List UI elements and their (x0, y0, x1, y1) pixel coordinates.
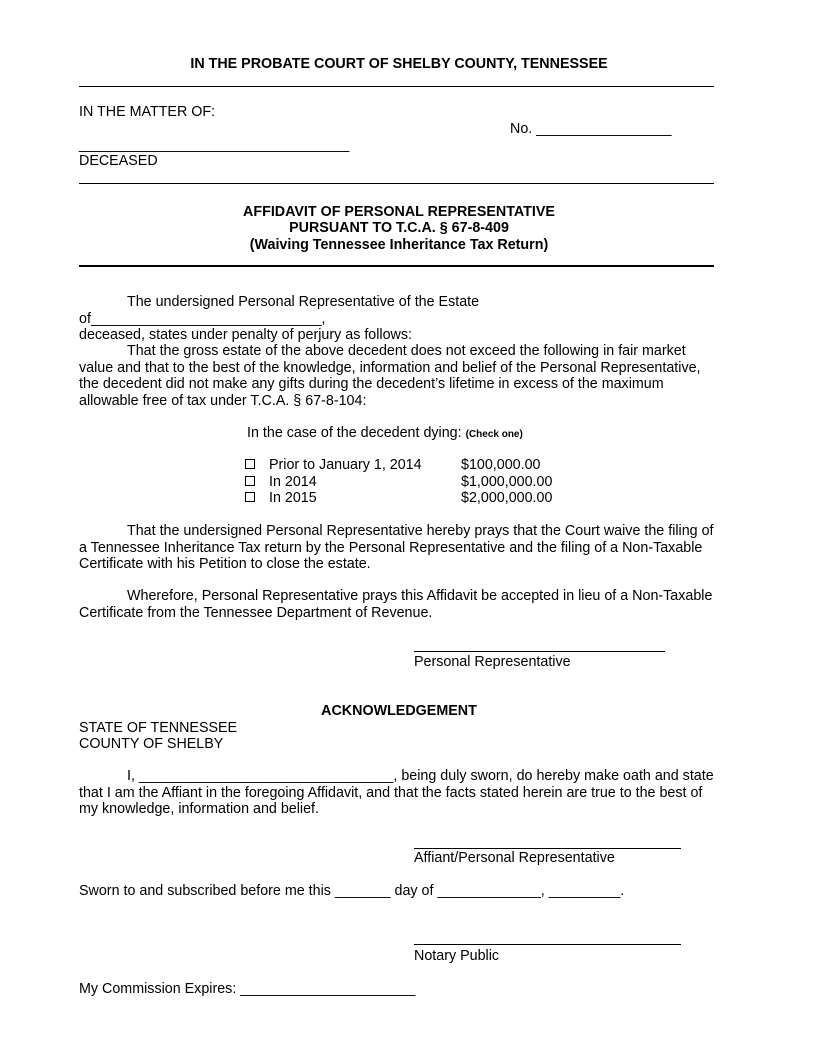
affiant-signature-line[interactable] (414, 848, 681, 849)
intro-text-cont: deceased, states under penalty of perjury as follows: (79, 327, 412, 343)
option-row-2015 (245, 490, 552, 507)
title-rule (79, 265, 714, 267)
option-label: In 2015 (269, 490, 317, 506)
notary-label: Notary Public (414, 948, 500, 964)
oath-paragraph (79, 768, 719, 818)
intro-paragraph (79, 294, 719, 344)
sworn-line: Sworn to and subscribed before me this _______ day of _____________, _________. (79, 883, 625, 899)
option-amount: $2,000,000.00 (461, 490, 553, 506)
option-amount: $1,000,000.00 (461, 474, 553, 490)
gross-estate-paragraph (79, 343, 719, 409)
case-number: No. _________________ (510, 121, 672, 137)
case-label-text: In the case of the decedent dying: (247, 425, 462, 441)
state-label: STATE OF TENNESSEE (79, 720, 238, 736)
commission-expires: My Commission Expires: ______________________ (79, 981, 416, 997)
option-amount: $100,000.00 (461, 457, 541, 473)
option-label: In 2014 (269, 474, 317, 490)
intro-text: The undersigned Personal Representative of the Estate of (79, 294, 480, 327)
county-label: COUNTY OF SHELBY (79, 736, 224, 752)
waiver-paragraph (79, 523, 719, 573)
affidavit-title-line3: (Waiving Tennessee Inheritance Tax Return) (249, 237, 549, 253)
decedent-name-line: __________________________________ (79, 137, 350, 153)
deceased-label: DECEASED (79, 153, 158, 169)
personal-representative-signature-line[interactable] (414, 651, 665, 652)
oath-text: , being duly sworn, do hereby make oath and state that I am the Affiant in the foregoing Affidavit, and that the facts stated herein are true to the best of my knowledge, information and belief. (79, 768, 714, 817)
matter-label: IN THE MATTER OF: (79, 104, 216, 120)
affidavit-title-line2: PURSUANT TO T.C.A. § 67-8-409 (289, 220, 509, 236)
checkbox-2014[interactable] (245, 476, 255, 486)
wherefore-paragraph (79, 588, 719, 621)
check-one-label: (Check one) (465, 429, 523, 440)
affiant-label: Affiant/Personal Representative (414, 850, 615, 866)
notary-signature-line[interactable] (414, 944, 681, 945)
option-label: Prior to January 1, 2014 (269, 457, 422, 473)
option-row-2013 (245, 457, 541, 474)
gross-estate-text: That the gross estate of the above decedent does not exceed the following in fair market value and that to the best of the knowledge, information and belief of the Personal Representative, the decedent did not make any gifts during the decedent’s lifetime in excess of the maximum allowable free of tax under T.C.A. § 67-8-104: (79, 343, 701, 409)
checkbox-2015[interactable] (245, 492, 255, 502)
header-rule (79, 86, 714, 87)
oath-text-start: I, (127, 768, 135, 784)
affiant-name-blank: ________________________________ (138, 768, 394, 784)
estate-name-blank: _____________________________, (90, 310, 326, 327)
court-title: IN THE PROBATE COURT OF SHELBY COUNTY, TENNESSEE (190, 56, 608, 72)
matter-rule (79, 183, 714, 184)
waiver-text: That the undersigned Personal Representative hereby prays that the Court waive the filing of a Tennessee Inheritance Tax return by the Personal Representative and the filing of a Non-Taxable Certificate with his Petition to close the estate. (79, 523, 714, 572)
acknowledgement-heading: ACKNOWLEDGEMENT (321, 703, 477, 719)
affidavit-title-line1: AFFIDAVIT OF PERSONAL REPRESENTATIVE (243, 204, 555, 220)
checkbox-prior-2014[interactable] (245, 459, 255, 469)
personal-representative-label: Personal Representative (414, 654, 571, 670)
option-row-2014 (245, 474, 552, 491)
case-label (247, 425, 523, 444)
wherefore-text: Wherefore, Personal Representative prays this Affidavit be accepted in lieu of a Non-Taxable Certificate from the Tennessee Department of Revenue. (79, 588, 713, 621)
